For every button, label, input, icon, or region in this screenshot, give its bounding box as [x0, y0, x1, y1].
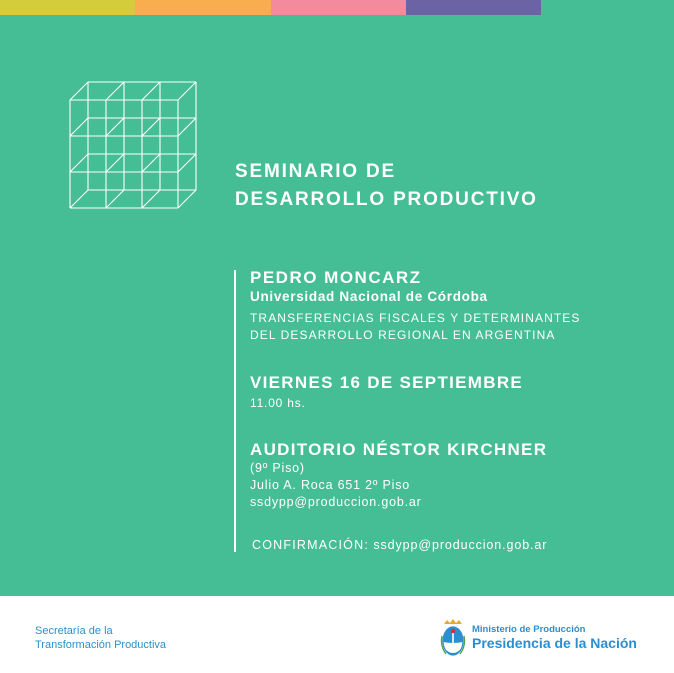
- secretariat-logo: [35, 624, 166, 652]
- venue-block: [250, 440, 547, 511]
- ministry-name: Ministerio de Producción: [472, 624, 586, 635]
- color-stripes: [0, 0, 541, 15]
- title-line-1: SEMINARIO DE: [235, 161, 396, 182]
- stripe-yellow: [0, 0, 135, 15]
- event-time: 11.00 hs.: [250, 396, 306, 410]
- confirmation-email-link[interactable]: ssdypp@produccion.gob.ar: [373, 538, 548, 552]
- secretariat-line-2: Transformación Productiva: [35, 639, 167, 651]
- secretariat-line-1: Secretaría de la: [35, 625, 113, 637]
- stripe-purple: [406, 0, 541, 15]
- speaker-block: [250, 268, 581, 344]
- ministry-logo: [440, 618, 637, 658]
- venue-floor: (9º Piso): [250, 461, 305, 475]
- title-line-2: DESARROLLO PRODUCTIVO: [235, 189, 538, 210]
- ministry-text: [472, 624, 637, 652]
- confirmation-label: CONFIRMACIÓN:: [252, 538, 369, 552]
- event-date: VIERNES 16 DE SEPTIEMBRE: [250, 373, 524, 392]
- talk-title-line-1: TRANSFERENCIAS FISCALES Y DETERMINANTES: [250, 311, 581, 325]
- coat-of-arms-icon: [440, 618, 466, 658]
- talk-title-line-2: DEL DESARROLLO REGIONAL EN ARGENTINA: [250, 328, 556, 342]
- speaker-institution: Universidad Nacional de Córdoba: [250, 289, 488, 304]
- venue-address: Julio A. Roca 651 2º Piso: [250, 478, 411, 492]
- venue-name: AUDITORIO NÉSTOR KIRCHNER: [250, 440, 548, 459]
- stripe-pink: [271, 0, 406, 15]
- seminar-title: [235, 158, 538, 214]
- stripe-orange: [135, 0, 270, 15]
- presidency-name: Presidencia de la Nación: [472, 635, 637, 651]
- confirmation-line: [252, 538, 547, 552]
- speaker-name: PEDRO MONCARZ: [250, 268, 422, 287]
- vertical-divider: [234, 270, 236, 552]
- wireframe-cube-icon: [68, 80, 198, 210]
- venue-email-link[interactable]: ssdypp@produccion.gob.ar: [250, 495, 422, 509]
- talk-title: [250, 310, 581, 344]
